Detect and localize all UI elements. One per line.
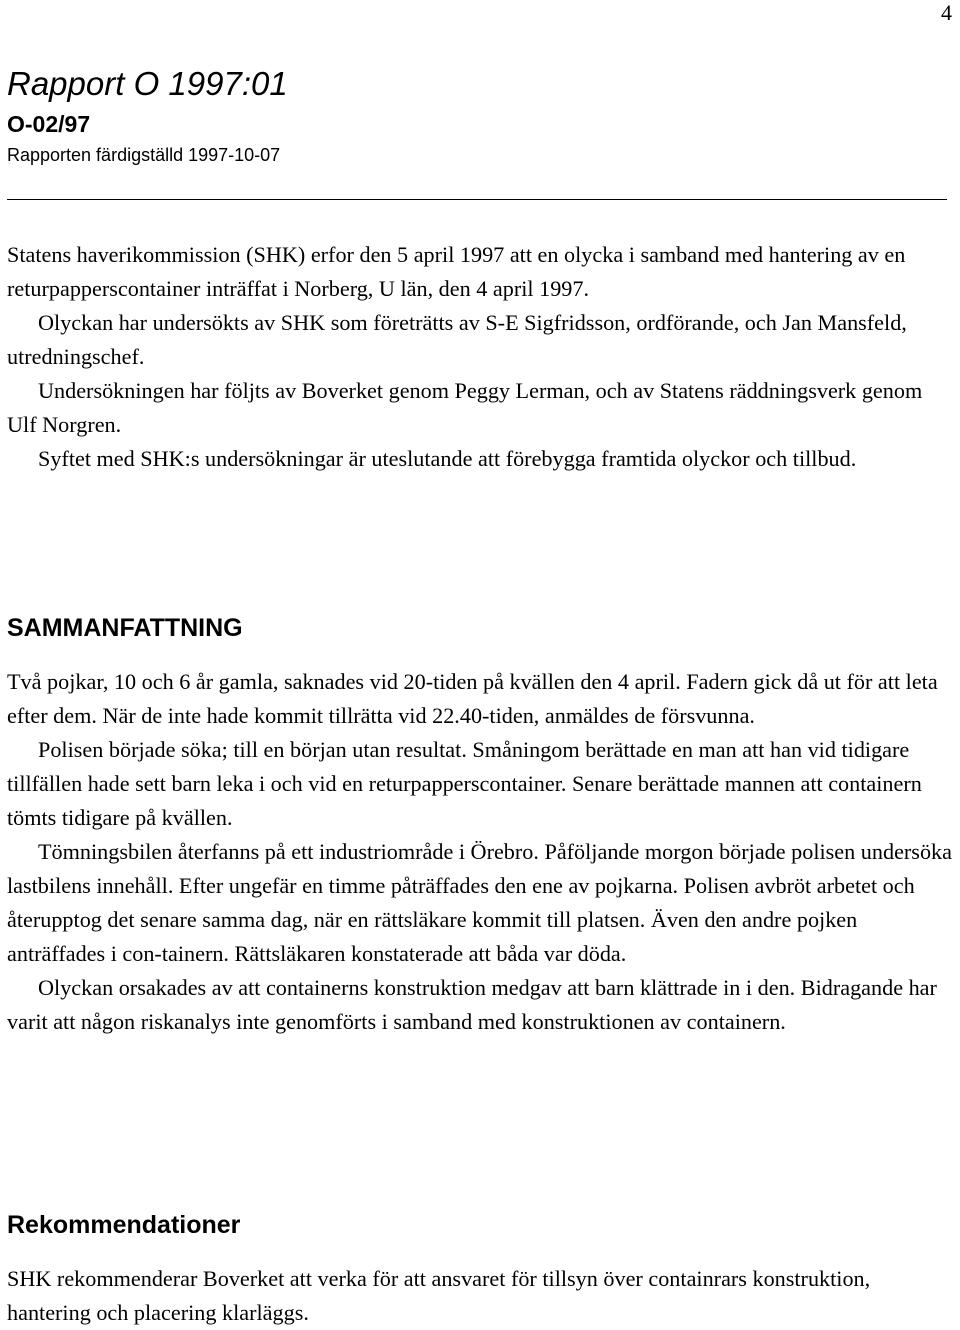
summary-heading: SAMMANFATTNING (7, 614, 243, 642)
intro-paragraph: Undersökningen har följts av Boverket genom Peggy Lerman, och av Statens räddningsverk genom Ulf Norgren. (7, 378, 923, 437)
intro-paragraph: Olyckan har undersökts av SHK som företrätts av S-E Sigfridsson, ordförande, och Jan Mansfeld, utredningschef. (7, 310, 907, 369)
summary-section (7, 665, 955, 1039)
recommendations-heading: Rekommendationer (7, 1211, 241, 1239)
summary-paragraph: Tömningsbilen återfanns på ett industriområde i Örebro. Påföljande morgon började polisen undersöka lastbilens innehåll. Efter ungefär en timme påträffades den ene av pojkarna. Polisen avbröt arbetet och återupptog det senare samma dag, när en rättsläkare kommit till platsen. Även den andre pojken anträffades i con-tainern. Rättsläkaren konstaterade att båda var döda. (7, 839, 952, 966)
recommendations-paragraph: SHK rekommenderar Boverket att verka för att ansvaret för tillsyn över containrars konstruktion, hantering och placering klarläggs. (7, 1266, 871, 1325)
intro-section (7, 238, 955, 476)
report-number: O-02/97 (7, 111, 91, 137)
summary-paragraph: Olyckan orsakades av att containerns konstruktion medgav att barn klättrade in i den. Bidragande har varit att någon riskanalys inte genomförts i samband med konstruktionen av containern. (7, 975, 937, 1034)
intro-paragraph: Syftet med SHK:s undersökningar är uteslutande att förebygga framtida olyckor och tillbud. (38, 446, 857, 471)
report-completion-date: Rapporten färdigställd 1997-10-07 (7, 145, 281, 165)
summary-paragraph: Två pojkar, 10 och 6 år gamla, saknades vid 20-tiden på kvällen den 4 april. Fadern gick då ut för att leta efter dem. När de inte hade kommit tillrätta vid 22.40-tiden, anmäldes de försvunna. (7, 669, 938, 728)
summary-paragraph: Polisen började söka; till en början utan resultat. Småningom berättade en man att han vid tidigare tillfällen hade sett barn leka i och vid en returpapperscontainer. Senare berättade mannen att containern tömts tidigare på kvällen. (7, 737, 922, 830)
intro-paragraph: Statens haverikommission (SHK) erfor den 5 april 1997 att en olycka i samband med hantering av en returpapperscontainer inträffat i Norberg, U län, den 4 april 1997. (7, 242, 906, 301)
page-number: 4 (941, 0, 952, 25)
header-divider (7, 199, 947, 200)
recommendations-section (7, 1262, 955, 1330)
report-title: Rapport O 1997:01 (7, 65, 288, 102)
